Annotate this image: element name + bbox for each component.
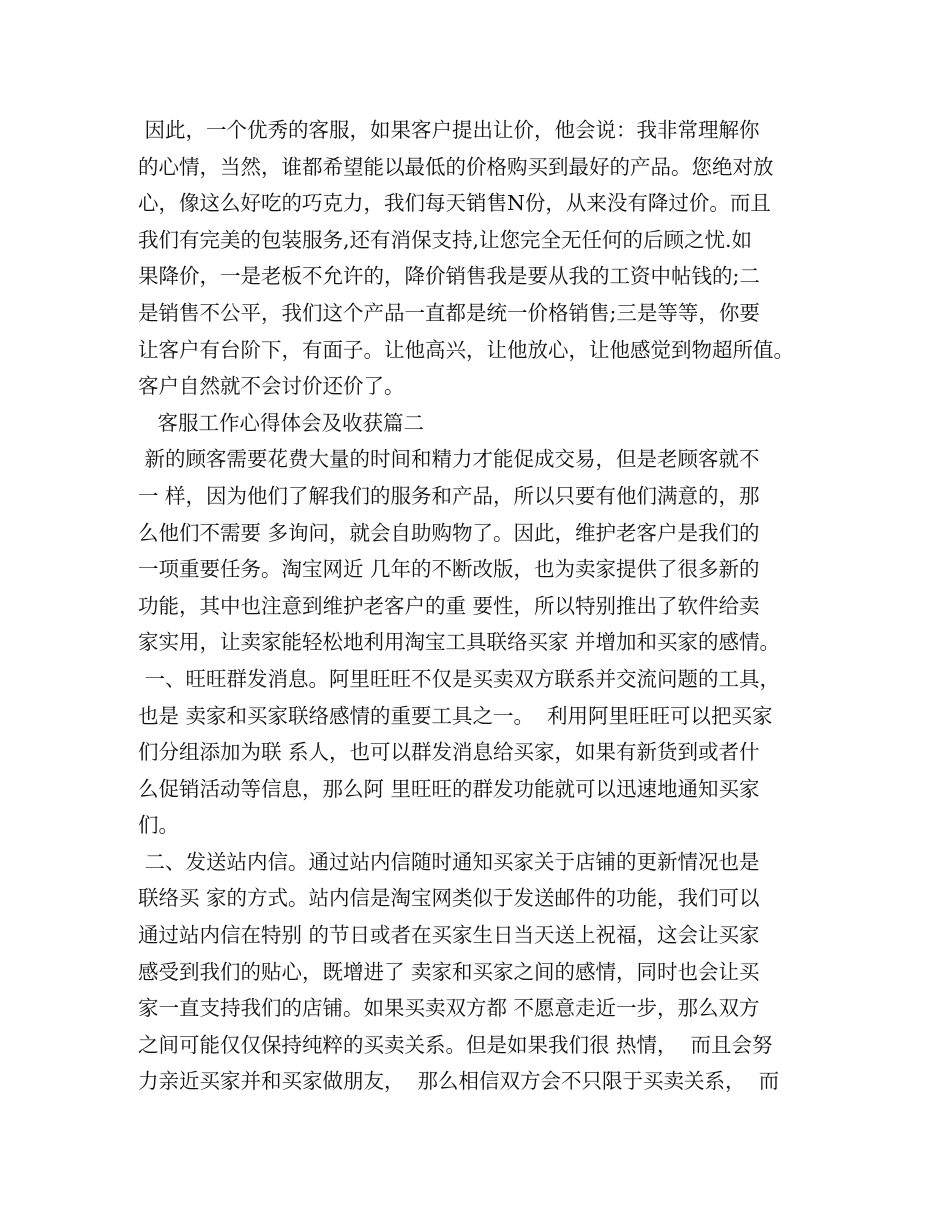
document-body-text — [138, 112, 838, 1100]
text-line: 一、旺旺群发消息。阿里旺旺不仅是买卖双方联系并交流问题的工具， — [138, 666, 781, 691]
text-line: 让客户有台阶下，有面子。让他高兴，让他放心，让他感觉到物超所值。 — [138, 337, 794, 362]
text-line: 客服工作心得体会及收获篇二 — [138, 410, 425, 435]
text-line: 们分组添加为联 系人，也可以群发消息给买家，如果有新货到或者什 — [138, 740, 760, 765]
text-line: 之间可能仅仅保持纯粹的买卖关系。但是如果我们很 热情， 而且会努 — [138, 1032, 773, 1057]
text-line: 功能，其中也注意到维护老客户的重 要性，所以特别推出了软件给卖 — [138, 593, 760, 618]
text-line: 因此，一个优秀的客服，如果客户提出让价，他会说：我非常理解你 — [138, 118, 760, 142]
text-line: 一 样，因为他们了解我们的服务和产品，所以只要有他们满意的，那 — [138, 483, 760, 508]
text-line: 也是 卖家和买家联络感情的重要工具之一。 利用阿里旺旺可以把买家 — [138, 703, 773, 728]
text-line: 么促销活动等信息，那么阿 里旺旺的群发功能就可以迅速地通知买家 — [138, 776, 760, 801]
text-line: 的心情，当然，谁都希望能以最低的价格购买到最好的产品。您绝对放 — [138, 154, 774, 179]
text-line: 我们有完美的包装服务,还有消保支持,让您完全无任何的后顾之忧.如 — [138, 227, 753, 252]
text-line: 是销售不公平，我们这个产品一直都是统一价格销售;三是等等，你要 — [138, 300, 760, 325]
text-line: 心，像这么好吃的巧克力，我们每天销售N份，从来没有降过价。而且 — [138, 191, 771, 216]
text-line: 新的顾客需要花费大量的时间和精力才能促成交易，但是老顾客就不 — [138, 447, 760, 472]
text-line: 二、发送站内信。通过站内信随时通知买家关于店铺的更新情况也是 — [138, 849, 760, 874]
text-line: 联络买 家的方式。站内信是淘宝网类似于发送邮件的功能，我们可以 — [138, 886, 760, 911]
text-line: 果降价，一是老板不允许的，降价销售我是要从我的工资中帖钱的;二 — [138, 264, 760, 289]
text-line: 们。 — [138, 813, 179, 838]
text-line: 家一直支持我们的店铺。如果买卖双方都 不愿意走近一步，那么双方 — [138, 996, 760, 1021]
text-line: 力亲近买家并和买家做朋友， 那么相信双方会不只限于买卖关系， 而 — [138, 1069, 780, 1094]
text-line: 么他们不需要 多询问，就会自助购物了。因此，维护老客户是我们的 — [138, 520, 760, 545]
text-line: 家实用，让卖家能轻松地利用淘宝工具联络买家 并增加和买家的感情。 — [138, 630, 781, 655]
text-line: 通过站内信在特别 的节日或者在买家生日当天送上祝福，这会让买家 — [138, 923, 760, 948]
text-line: 一项重要任务。淘宝网近 几年的不断改版，也为卖家提供了很多新的 — [138, 557, 760, 582]
text-line: 客户自然就不会讨价还价了。 — [138, 374, 405, 399]
text-line: 感受到我们的贴心，既增进了 卖家和买家之间的感情，同时也会让买 — [138, 959, 760, 984]
